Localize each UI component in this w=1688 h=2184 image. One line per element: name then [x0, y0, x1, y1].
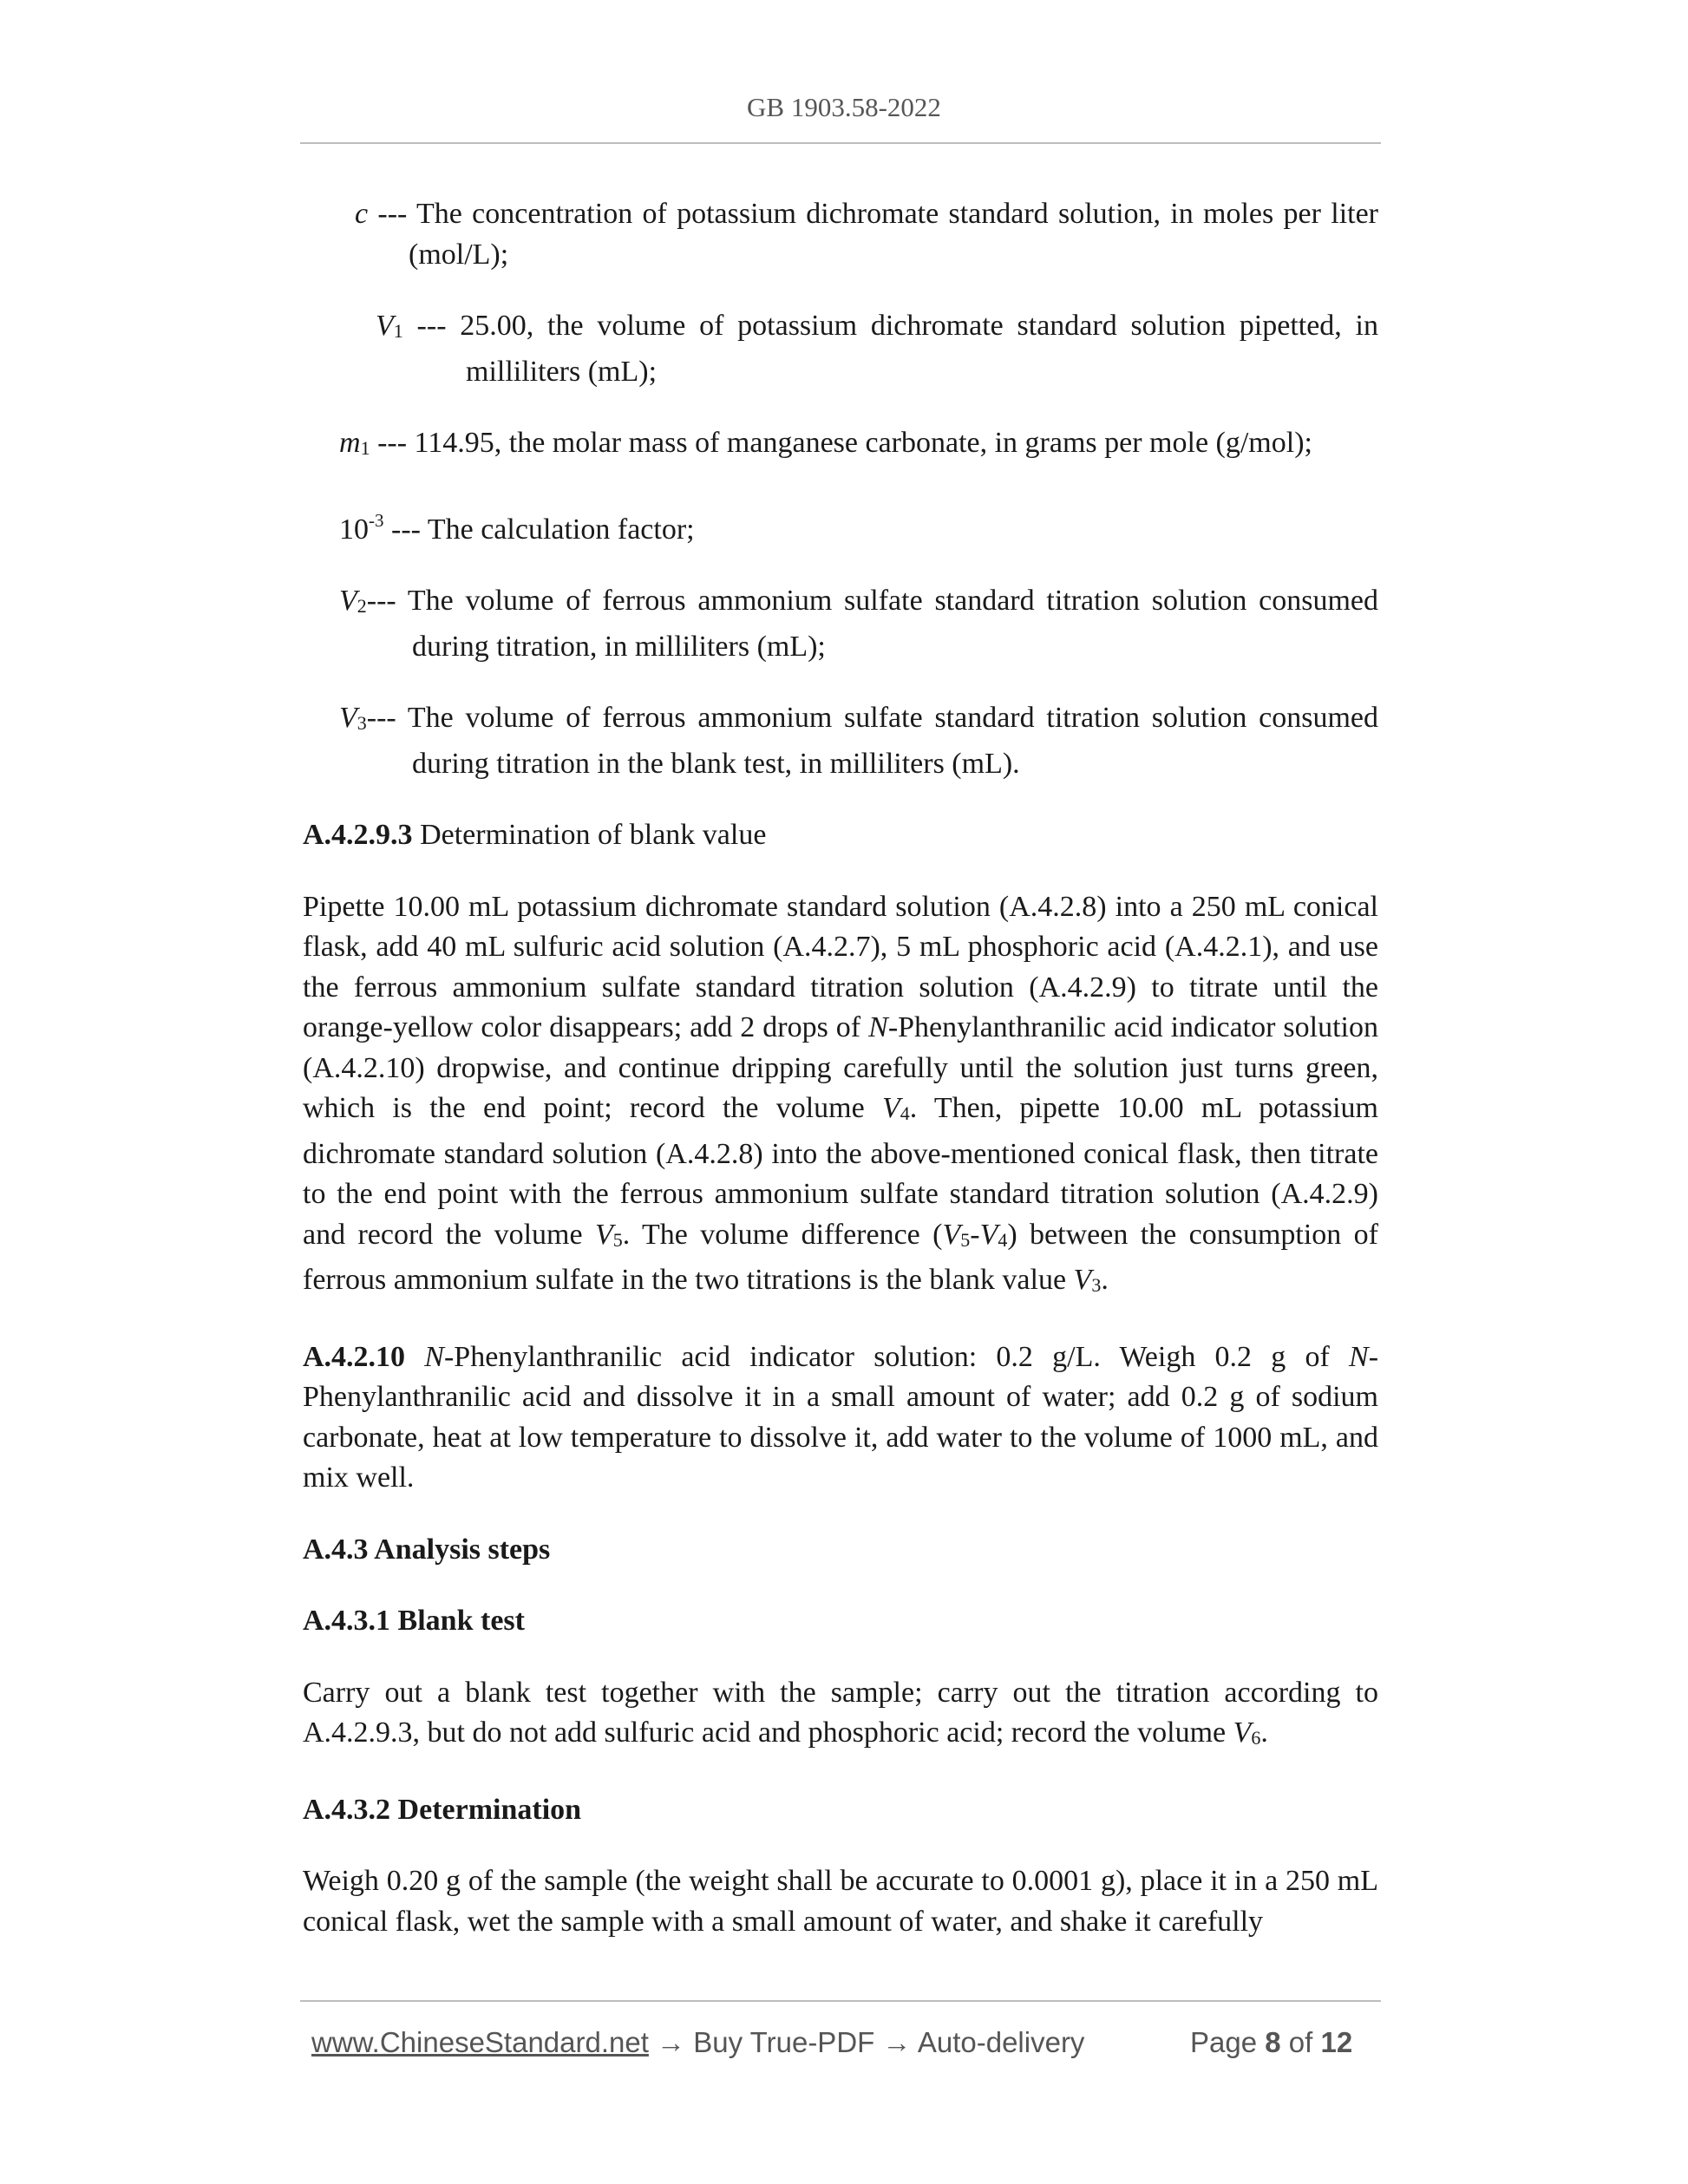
definition-separator: --- [391, 513, 421, 546]
of-label: of [1288, 2026, 1313, 2058]
page-indicator [1190, 2026, 1352, 2059]
section-number: A.4.2.9.3 [303, 819, 413, 851]
italic-n: N [1349, 1340, 1369, 1373]
definition-separator: --- [366, 585, 396, 617]
subscript: 5 [612, 1228, 623, 1251]
italic-v: V [979, 1218, 998, 1251]
footer-links [311, 2026, 1084, 2059]
definition-text: The volume of ferrous ammonium sulfate standard titration solution consumed during titration in the blank test, in milliliters (mL). [407, 702, 1378, 780]
definition-text: The calculation factor; [427, 513, 695, 546]
definition-text: 25.00, the volume of potassium dichromate standard solution pipetted, in milliliters (mL); [460, 310, 1379, 388]
subscript: 4 [998, 1228, 1008, 1251]
determination-paragraph: Weigh 0.20 g of the sample (the weight shall be accurate to 0.0001 g), place it in a 250 mL conical flask, wet the sample with a small amount of water, and shake it carefully [303, 1865, 1378, 1938]
definition-c [357, 194, 1378, 275]
footer-url-link[interactable]: www.ChineseStandard.net [311, 2026, 649, 2058]
text-run: ) between the consumption of ferrous ammonium sulfate in the two titrations is the blank value [303, 1218, 1378, 1296]
page-number: 8 [1265, 2026, 1281, 2058]
indicator-paragraph [303, 1337, 1378, 1499]
text-run: Pipette 10.00 mL potassium dichromate standard solution (A.4.2.8) into a 250 mL conical flask, add 40 mL sulfuric acid solution (A.4.2.7), 5 mL phosphoric acid (A.4.2.1), and use the ferrous ammonium sulfate standard titration solution (A.4.2.9) to titrate until the orange-yellow color disappears; add 2 drops of [303, 890, 1378, 1043]
section-number: A.4.2.10 [303, 1340, 406, 1373]
footer-delivery-text: Auto-delivery [917, 2026, 1085, 2058]
heading-blank-test: A.4.3.1 Blank test [303, 1605, 525, 1637]
subscript: 4 [900, 1102, 910, 1124]
definition-m1 [339, 423, 1378, 469]
text-run: Carry out a blank test together with the sample; carry out the titration according to A.4.2.9.3, but do not add sulfuric acid and phosphoric acid; record the volume [303, 1676, 1378, 1749]
definition-text: The concentration of potassium dichromate standard solution, in moles per liter (mol/L); [409, 198, 1378, 271]
arrow-right-icon: → [882, 2026, 912, 2058]
page-label: Page [1190, 2026, 1258, 2058]
subscript: 3 [1091, 1274, 1102, 1296]
definition-subscript: 2 [357, 595, 367, 617]
text-run: . Then, pipette 10.00 mL potassium dichromate standard solution (A.4.2.8) into the above-mentioned conical flask, then titrate to the end point with the ferrous ammonium sulfate standard titration solution (A.4.2.9) and record the volume [303, 1092, 1378, 1251]
italic-v: V [942, 1218, 961, 1251]
definition-symbol: m [339, 427, 361, 459]
definition-subscript: 3 [357, 712, 367, 734]
arrow-right-icon: → [657, 2026, 686, 2058]
definition-subscript: 1 [393, 320, 403, 342]
definition-base: 10 [339, 513, 369, 546]
text-run: -Phenylanthranilic acid indicator solution (A.4.2.10) dropwise, and continue dripping carefully until the solution just turns green, which is the end point; record the volume [303, 1011, 1378, 1124]
italic-v: V [1073, 1264, 1092, 1296]
page-total: 12 [1320, 2026, 1353, 2058]
footer-divider [300, 2000, 1381, 2002]
italic-n: N [424, 1340, 444, 1373]
header-divider [300, 142, 1381, 144]
text-run: . [1101, 1264, 1109, 1296]
document-body [303, 194, 1378, 1973]
definition-symbol: V [376, 310, 394, 342]
italic-n: N [868, 1011, 888, 1043]
definition-symbol: c [355, 198, 369, 230]
italic-v: V [881, 1092, 900, 1124]
definition-factor [339, 500, 1378, 551]
text-run: . [1260, 1716, 1268, 1749]
page-header-title: GB 1903.58-2022 [747, 92, 941, 122]
heading-analysis-steps: A.4.3 Analysis steps [303, 1533, 551, 1566]
italic-v: V [1233, 1716, 1252, 1749]
heading-determination: A.4.3.2 Determination [303, 1793, 582, 1826]
definition-symbol: V [339, 702, 357, 734]
blank-test-paragraph [303, 1673, 1378, 1759]
definition-symbol: V [339, 585, 357, 617]
text-run: - [970, 1218, 980, 1251]
text-run: -Phenylanthranilic acid and dissolve it in a small amount of water; add 0.2 g of sodium carbonate, heat at low temperature to dissolve it, add water to the volume of 1000 mL, and mix well. [303, 1340, 1379, 1494]
definition-superscript: -3 [369, 509, 384, 531]
definition-v1 [339, 306, 1378, 392]
definition-subscript: 1 [360, 437, 370, 459]
section-title: Determination of blank value [420, 819, 767, 851]
definition-separator: --- [366, 702, 396, 734]
subscript: 6 [1251, 1727, 1261, 1749]
definition-v2 [339, 581, 1378, 667]
italic-v: V [594, 1218, 613, 1251]
subscript: 5 [960, 1228, 971, 1251]
blank-value-paragraph [303, 887, 1378, 1306]
definition-v3 [339, 698, 1378, 784]
definition-text: 114.95, the molar mass of manganese carbonate, in grams per mole (g/mol); [414, 427, 1312, 459]
definition-separator: --- [377, 198, 408, 230]
section-heading-a4293 [303, 815, 1378, 856]
text-run: -Phenylanthranilic acid indicator solution: 0.2 g/L. Weigh 0.2 g of [443, 1340, 1349, 1373]
definition-text: The volume of ferrous ammonium sulfate standard titration solution consumed during titration, in milliliters (mL); [407, 585, 1378, 663]
text-run: . The volume difference ( [622, 1218, 943, 1251]
definition-separator: --- [377, 427, 408, 459]
definition-separator: --- [416, 310, 447, 342]
footer-buy-text: Buy True-PDF [693, 2026, 875, 2058]
